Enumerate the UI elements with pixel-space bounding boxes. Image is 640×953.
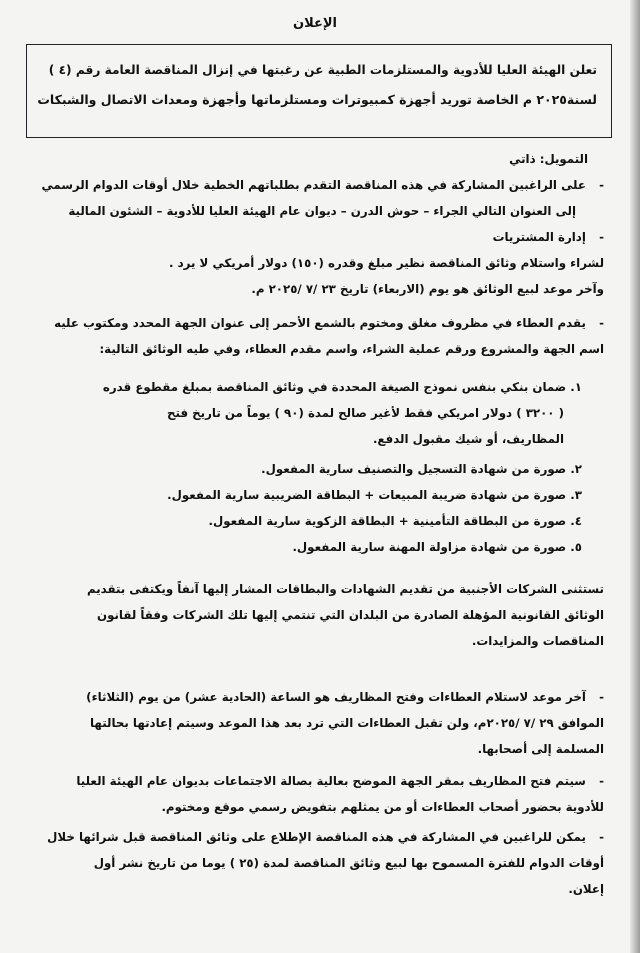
reg-line: وآخر موعد لبيع الوثائق هو يوم (الاربعاء) تاريخ ٢٣ /٧ /٢٠٢٥ م.	[251, 282, 604, 296]
list-item-continued: ( ٣٢٠٠ ) دولار امريكي فقط لأغير صالح لمدة (٩٠ ) يوماً من تاريخ فتح	[167, 406, 564, 420]
review-line: إعلان.	[568, 882, 604, 896]
submit-line: اسم الجهة والمشروع ورقم عملية الشراء، واسم مقدم العطاء، وفي طيه الوثائق التالية:	[99, 342, 604, 356]
list-item: ٢. صورة من شهادة التسجيل والتصنيف سارية المفعول.	[261, 462, 582, 476]
reg-line: إدارة المشتريات	[492, 230, 586, 244]
headline-box	[26, 44, 612, 138]
documents-list	[42, 374, 582, 560]
opening-section	[24, 768, 604, 820]
registration-section	[36, 172, 604, 302]
foreign-line: الوثائق القانونية المؤهلة الصادرة من البلدان التي تنتمي إليها تلك الشركات وفقاً لقانون	[97, 608, 604, 622]
reg-line: لشراء واستلام وثائق المناقصة نظير مبلغ وقدره (١٥٠) دولار أمريكي لا يرد .	[169, 256, 604, 270]
deadline-line: المسلمة إلى أصحابها.	[477, 742, 604, 756]
bullet-dash: -	[599, 774, 604, 788]
list-item-continued: المظاريف، أو شيك مقبول الدفع.	[372, 432, 564, 446]
reg-line: إلى العنوان التالي الجراء – حوش الدرن – ديوان عام الهيئة العليا للأدوية – الشئون المالية	[68, 204, 576, 218]
foreign-line: تستثنى الشركات الأجنبية من تقديم الشهادات والبطاقات المشار إليها آنفاً ويكتفى بتقديم	[86, 582, 604, 596]
review-line: أوقات الدوام للفترة المسموح بها لبيع وثائق المناقصة لمدة (٢٥ ) يوما من تاريخ نشر أول	[93, 856, 604, 870]
submission-section	[36, 310, 604, 362]
page-title: الإعلان	[293, 16, 337, 31]
list-item: ١. ضمان بنكي بنفس نموذج الصيغة المحددة في وثائق المناقصة بمبلغ مقطوع قدره	[102, 380, 582, 394]
opening-line: للأدوية بحضور أصحاب العطاءات أو من يمثلهم بتفويض رسمي موقع ومختوم.	[161, 800, 604, 814]
headline-line: تعلن الهيئة العليا للأدوية والمستلزمات الطبية عن رغبتها في إنزال المناقصة العامة رقم (٤ )	[48, 63, 597, 77]
reg-line: على الراغبين المشاركة في هذه المناقصة التقدم بطلباتهم الخطية خلال أوقات الدوام الرسمي	[41, 178, 586, 192]
headline-line: لسنة٢٠٢٥ م الخاصة توريد أجهزة كمبيوترات ومستلزماتها وأجهزة ومعدات الاتصال والشبكات	[37, 92, 597, 107]
list-item: ٤. صورة من البطاقة التأمينية + البطاقة الزكوية سارية المفعول.	[208, 514, 582, 528]
submit-line: يقدم العطاء في مظروف مغلق ومختوم بالشمع الأحمر إلى عنوان الجهة المحدد ومكتوب عليه	[54, 316, 586, 330]
foreign-companies-section	[24, 576, 604, 654]
page-edge-shadow	[630, 0, 640, 953]
funding-line: التمويل: ذاتي	[509, 152, 588, 166]
opening-line: سيتم فتح المظاريف بمقر الجهة الموضح بعالية بصالة الاجتماعات بديوان عام الهيئة العليا	[76, 774, 586, 788]
deadline-line: الموافق ٢٩ /٧ /٢٠٢٥م، ولن تقبل العطاءات التي ترد بعد هذا الموعد وسيتم إعادتها بحالتها	[89, 716, 604, 730]
list-item: ٥. صورة من شهادة مزاولة المهنة سارية المفعول.	[292, 540, 582, 554]
bullet-dash: -	[599, 830, 604, 844]
review-line: يمكن للراغبين في المشاركة في هذه المناقصة الإطلاع على وثائق المناقصة قبل شرائها خلال	[47, 830, 586, 844]
bullet-dash: -	[599, 316, 604, 330]
deadline-section	[24, 684, 604, 762]
foreign-line: المناقصات والمزايدات.	[471, 634, 604, 648]
bullet-dash: -	[599, 230, 604, 244]
deadline-line: آخر موعد لاستلام العطاءات وفتح المظاريف هو الساعة (الحادية عشر) من يوم (الثلاثاء)	[86, 690, 586, 704]
bullet-dash: -	[599, 178, 604, 192]
list-item: ٣. صورة من شهادة ضريبة المبيعات + البطاقة الضريبية سارية المفعول.	[167, 488, 582, 502]
bullet-dash: -	[599, 690, 604, 704]
review-section	[24, 824, 604, 902]
